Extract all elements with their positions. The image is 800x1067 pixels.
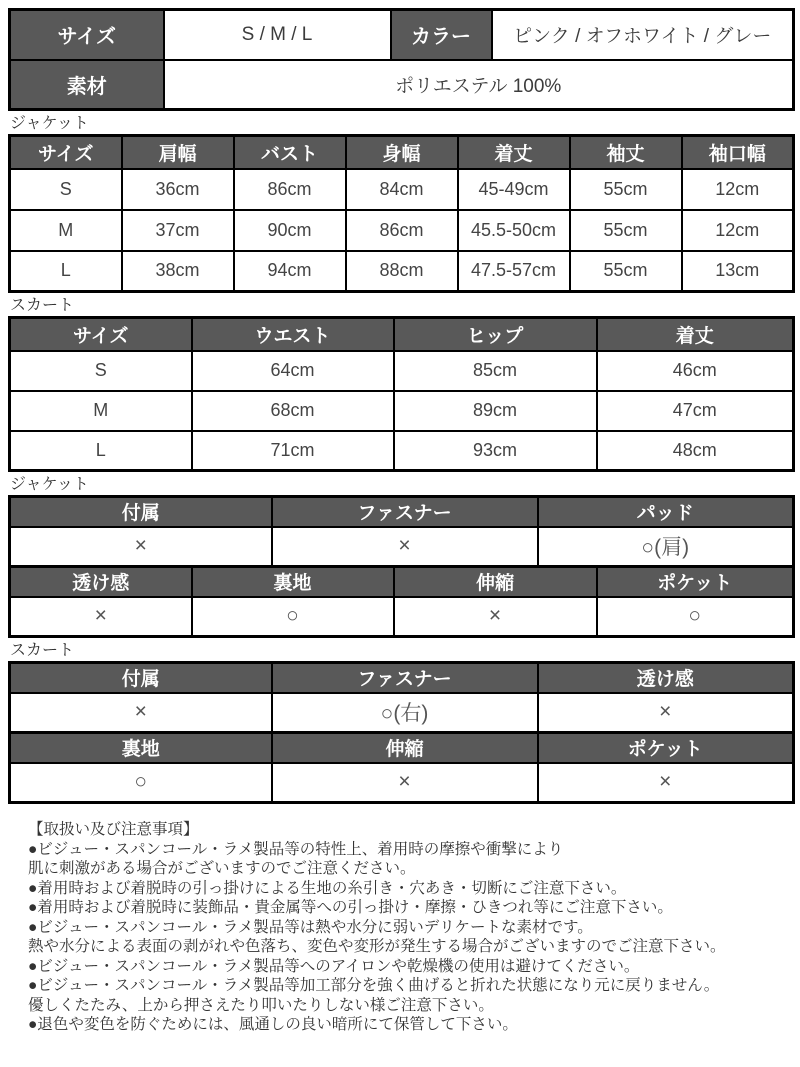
column-header: 伸縮 xyxy=(272,733,538,763)
measure-cell: 45-49cm xyxy=(458,169,570,210)
flag-cell: ○ xyxy=(10,763,272,803)
measure-cell: 47.5-57cm xyxy=(458,251,570,292)
flag-cell: × xyxy=(10,693,272,733)
table-header-row xyxy=(10,567,794,597)
column-header: 裏地 xyxy=(10,733,272,763)
column-header: ファスナー xyxy=(272,497,538,527)
skirt-details-section-label: スカート xyxy=(10,642,75,659)
note-line: ●ビジュー・スパンコール・ラメ製品等加工部分を強く曲げると折れた状態になり元に戻りません。 xyxy=(28,977,720,994)
measure-cell: 12cm xyxy=(682,210,794,251)
measure-cell: 55cm xyxy=(570,210,682,251)
size-cell: L xyxy=(10,431,192,471)
skirt-details-table-2 xyxy=(8,731,795,804)
flag-cell: × xyxy=(272,763,538,803)
table-row xyxy=(10,210,794,251)
jacket-details-table-2 xyxy=(8,565,795,638)
note-line: ●ビジュー・スパンコール・ラメ製品等の特性上、着用時の摩擦や衝撃により xyxy=(28,840,564,858)
column-header: 伸縮 xyxy=(394,567,597,597)
column-header: ヒップ xyxy=(394,318,597,351)
measure-cell: 38cm xyxy=(122,251,234,292)
flag-cell: × xyxy=(538,763,794,803)
flag-cell: × xyxy=(394,597,597,637)
material-header-cell: 素材 xyxy=(10,60,164,110)
flag-cell: ○ xyxy=(192,597,394,637)
notes-title: 【取扱い及び注意事項】 xyxy=(28,821,199,838)
column-header: パッド xyxy=(538,497,794,527)
measure-cell: 94cm xyxy=(234,251,346,292)
flag-cell: × xyxy=(10,597,192,637)
note-line: ●ビジュー・スパンコール・ラメ製品等へのアイロンや乾燥機の使用は避けてください。 xyxy=(28,957,640,975)
size-cell: S xyxy=(10,351,192,391)
column-header: サイズ xyxy=(10,136,122,169)
note-line: ●着用時および着脱時の引っ掛けによる生地の糸引き・穴あき・切断にご注意下さい。 xyxy=(28,879,627,897)
table-header-row xyxy=(10,733,794,763)
column-header: 肩幅 xyxy=(122,136,234,169)
measure-cell: 37cm xyxy=(122,210,234,251)
measure-cell: 90cm xyxy=(234,210,346,251)
measure-cell: 88cm xyxy=(346,251,458,292)
column-header: 透け感 xyxy=(10,567,192,597)
column-header: 着丈 xyxy=(597,318,794,351)
measure-cell: 64cm xyxy=(192,351,394,391)
measure-cell: 93cm xyxy=(394,431,597,471)
skirt-size-table xyxy=(8,316,795,472)
size-value-cell: S / M / L xyxy=(164,10,391,60)
measure-cell: 86cm xyxy=(234,169,346,210)
column-header: 付属 xyxy=(10,663,272,693)
table-header-row xyxy=(10,497,794,527)
size-cell: S xyxy=(10,169,122,210)
measure-cell: 85cm xyxy=(394,351,597,391)
measure-cell: 55cm xyxy=(570,251,682,292)
jacket-details-table-1 xyxy=(8,495,795,568)
table-row xyxy=(10,169,794,210)
table-row xyxy=(10,60,794,110)
table-row xyxy=(10,351,794,391)
jacket-size-table xyxy=(8,134,795,293)
table-row xyxy=(10,693,794,733)
size-cell: M xyxy=(10,210,122,251)
measure-cell: 12cm xyxy=(682,169,794,210)
flag-cell: ○ xyxy=(597,597,794,637)
measure-cell: 71cm xyxy=(192,431,394,471)
column-header: バスト xyxy=(234,136,346,169)
measure-cell: 68cm xyxy=(192,391,394,431)
column-header: ファスナー xyxy=(272,663,538,693)
table-row xyxy=(10,527,794,567)
table-header-row xyxy=(10,663,794,693)
table-row xyxy=(10,431,794,471)
flag-cell: × xyxy=(538,693,794,733)
table-row xyxy=(10,251,794,292)
column-header: ポケット xyxy=(538,733,794,763)
skirt-details-table-1 xyxy=(8,661,795,734)
table-header-row xyxy=(10,318,794,351)
table-row xyxy=(10,597,794,637)
note-line: ●退色や変色を防ぐためには、風通しの良い暗所にて保管して下さい。 xyxy=(28,1016,518,1033)
size-cell: L xyxy=(10,251,122,292)
column-header: 付属 xyxy=(10,497,272,527)
flag-cell: × xyxy=(10,527,272,567)
column-header: サイズ xyxy=(10,318,192,351)
size-header-cell: サイズ xyxy=(10,10,164,60)
note-line: 肌に刺激がある場合がございますのでご注意ください。 xyxy=(28,860,416,877)
color-value-cell: ピンク / オフホワイト / グレー xyxy=(492,10,794,60)
measure-cell: 13cm xyxy=(682,251,794,292)
measure-cell: 45.5-50cm xyxy=(458,210,570,251)
color-header-cell: カラー xyxy=(391,10,492,60)
column-header: 身幅 xyxy=(346,136,458,169)
measure-cell: 48cm xyxy=(597,431,794,471)
note-line: ●着用時および着脱時に装飾品・貴金属等への引っ掛け・摩擦・ひきつれ等にご注意下さい。 xyxy=(28,899,673,916)
flag-cell: ○(右) xyxy=(272,693,538,733)
jacket-details-section-label: ジャケット xyxy=(10,476,89,493)
column-header: ウエスト xyxy=(192,318,394,351)
flag-cell: ○(肩) xyxy=(538,527,794,567)
size-cell: M xyxy=(10,391,192,431)
column-header: 袖丈 xyxy=(570,136,682,169)
skirt-size-section-label: スカート xyxy=(10,297,75,314)
note-line: ●ビジュー・スパンコール・ラメ製品等は熱や水分に弱いデリケートな素材です。 xyxy=(28,918,593,936)
column-header: 着丈 xyxy=(458,136,570,169)
column-header: ポケット xyxy=(597,567,794,597)
measure-cell: 36cm xyxy=(122,169,234,210)
table-header-row xyxy=(10,136,794,169)
column-header: 袖口幅 xyxy=(682,136,794,169)
measure-cell: 84cm xyxy=(346,169,458,210)
table-row xyxy=(10,10,794,60)
measure-cell: 89cm xyxy=(394,391,597,431)
measure-cell: 55cm xyxy=(570,169,682,210)
measure-cell: 46cm xyxy=(597,351,794,391)
column-header: 透け感 xyxy=(538,663,794,693)
table-row xyxy=(10,391,794,431)
table-row xyxy=(10,763,794,803)
measure-cell: 86cm xyxy=(346,210,458,251)
handling-notes xyxy=(28,820,792,1035)
note-line: 熱や水分による表面の剥がれや色落ち、変色や変形が発生する場合がございますのでご注意下さい。 xyxy=(28,938,726,955)
jacket-size-section-label: ジャケット xyxy=(10,115,89,132)
column-header: 裏地 xyxy=(192,567,394,597)
measure-cell: 47cm xyxy=(597,391,794,431)
material-value-cell: ポリエステル 100% xyxy=(164,60,794,110)
product-info-table xyxy=(8,8,795,111)
flag-cell: × xyxy=(272,527,538,567)
note-line: 優しくたたみ、上から押さえたり叩いたりしない様ご注意下さい。 xyxy=(28,996,494,1014)
